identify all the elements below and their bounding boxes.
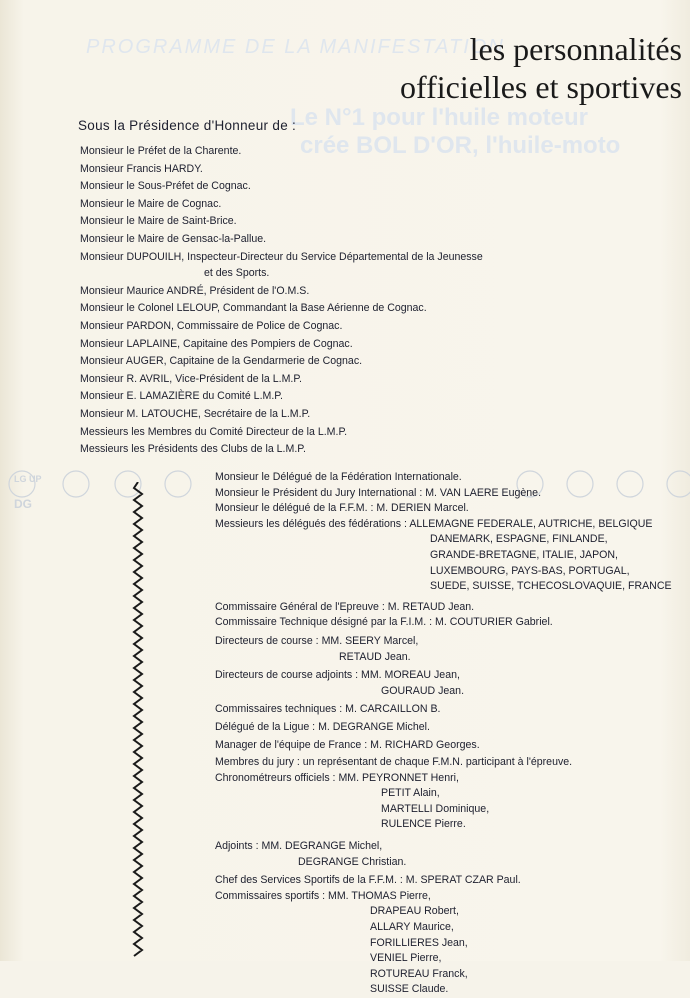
watermark-sub: DG [14,497,32,511]
honour-item: Monsieur R. AVRIL, Vice-Président de la L.M.P. [80,372,302,385]
delegues-line: LUXEMBOURG, PAYS-BAS, PORTUGAL, [430,564,630,577]
delegues-label: Messieurs les délégués des fédérations : [215,517,407,530]
title-line-1: les personnalités [469,31,682,67]
honour-item: Monsieur le Préfet de la Charente. [80,145,242,157]
decorative-zigzag-rule [130,482,146,958]
honour-item: Monsieur AUGER, Capitaine de la Gendarmerie de Cognac. [80,355,363,368]
manager-equipe: Manager de l'équipe de France : M. RICHARD Georges. [215,738,480,751]
honour-item: Monsieur Francis HARDY. [80,162,203,175]
delegue-ffm: Monsieur le délégué de la F.F.M. : M. DERIEN Marcel. [215,502,469,515]
adjoints: Adjoints : MM. DEGRANGE Michel, DEGRANGE Christian. [215,840,407,868]
page-title [400,30,682,106]
delegues-line: DANEMARK, ESPAGNE, FINLANDE, [430,533,608,546]
delegues-federations [215,517,687,595]
honour-item: Monsieur Maurice ANDRÉ, Président de l'O.M.S. [80,284,310,297]
honour-item: Monsieur LAPLAINE, Capitaine des Pompiers de Cognac. [80,337,353,350]
president-jury: Monsieur le Président du Jury International : M. VAN LAERE Eugène. [215,486,542,499]
chronometreurs: Chronométreurs officiels : MM. PEYRONNET Henri, PETIT Alain, MARTELLI Dominique, RULENCE Pierre. [215,771,490,831]
commissaire-general: Commissaire Général de l'Epreuve : M. RETAUD Jean. [215,600,475,613]
commissaire-technique: Commissaire Technique désigné par la F.I.M. : M. COUTURIER Gabriel. [215,616,553,629]
honour-item: Monsieur le Maire de Saint-Brice. [80,215,237,228]
chef-services-sportifs: Chef des Services Sportifs de la F.F.M. : M. SPERAT CZAR Paul. [215,874,521,887]
delegue-fi: Monsieur le Délégué de la Fédération Internationale. [215,471,462,483]
delegue-ligue: Délégué de la Ligue : M. DEGRANGE Michel. [215,720,430,733]
honour-item: Monsieur le Maire de Cognac. [80,197,222,210]
delegues-line: GRANDE-BRETAGNE, ITALIE, JAPON, [430,548,618,561]
honour-item: Monsieur E. LAMAZIÈRE du Comité L.M.P. [80,390,283,403]
honour-item: Monsieur le Maire de Gensac-la-Pallue. [80,232,267,245]
honour-item: Monsieur le Sous-Préfet de Cognac. [80,180,251,193]
ghost-header: PROGRAMME DE LA MANIFESTATION [86,36,505,58]
directeurs-course-adjoints: Directeurs de course adjoints : MM. MOREAU Jean, GOURAUD Jean. [215,669,465,697]
honour-item: Monsieur DUPOUILH, Inspecteur-Directeur du Service Départemental de la Jeunesse et des Sports. [80,250,483,280]
delegues-line: SUEDE, SUISSE, TCHECOSLOVAQUIE, FRANCE [430,580,672,593]
honour-list [80,143,483,459]
honour-item: Monsieur M. LATOUCHE, Secrétaire de la L.M.P. [80,407,311,420]
directeurs-course: Directeurs de course : MM. SEERY Marcel, RETAUD Jean. [215,634,419,663]
commissaires-techniques: Commissaires techniques : M. CARCAILLON B. [215,703,441,716]
ghost-headline-2: crée BOL D'OR, l'huile-moto [300,132,621,159]
honour-heading: Sous la Présidence d'Honneur de : [78,118,297,133]
watermark-tag: LG UP [14,474,42,484]
ghost-headline-1: Le N°1 pour l'huile moteur [290,104,588,131]
honour-item: Monsieur PARDON, Commissaire de Police de Cognac. [80,319,343,332]
title-line-2: officielles et sportives [400,69,682,105]
commissaires-sportifs: Commissaires sportifs : MM. THOMAS Pierre, DRAPEAU Robert, ALLARY Maurice, FORILLIERES Jean, VENIEL Pierre, ROTUREAU Franck, SUISSE Claude. [215,889,468,996]
membres-jury: Membres du jury : un représentant de chaque F.M.N. participant à l'épreuve. [215,756,573,769]
honour-item: Messieurs les Membres du Comité Directeur de la L.M.P. [80,425,348,438]
officials-list [215,470,687,998]
honour-item: Monsieur le Colonel LELOUP, Commandant la Base Aérienne de Cognac. [80,302,427,315]
delegues-line: ALLEMAGNE FEDERALE, AUTRICHE, BELGIQUE [409,517,653,530]
honour-item: Messieurs les Présidents des Clubs de la L.M.P. [80,443,306,456]
